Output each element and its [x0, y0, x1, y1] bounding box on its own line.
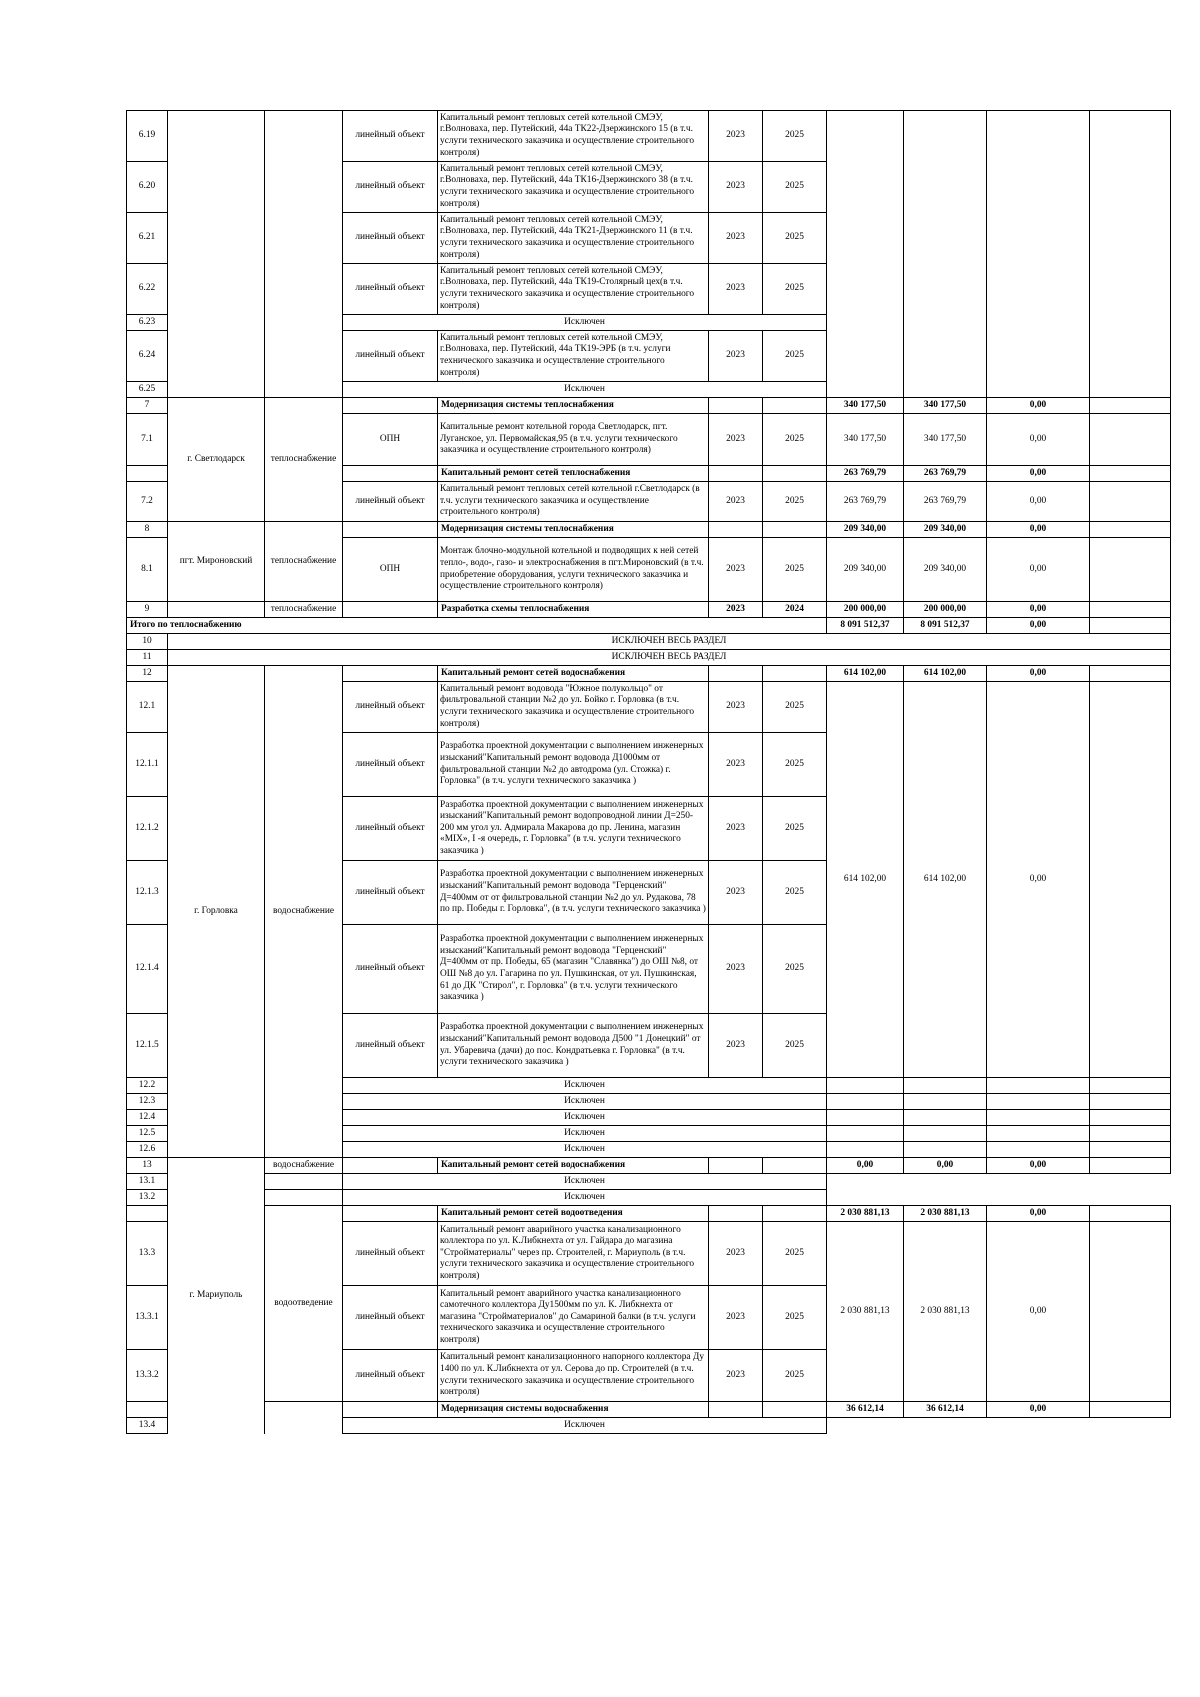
end-year	[763, 1402, 827, 1418]
table-row	[127, 1402, 1171, 1418]
city-cell: г. Светлодарск	[168, 398, 265, 522]
row-number: 6.21	[127, 213, 168, 264]
object-type	[343, 1402, 438, 1418]
value-4	[1090, 1402, 1171, 1418]
end-year: 2025	[763, 1014, 827, 1078]
value-4	[1090, 538, 1171, 602]
row-number: 8	[127, 522, 168, 538]
value-3: 0,00	[987, 602, 1090, 618]
end-year: 2025	[763, 538, 827, 602]
table-row	[127, 398, 1171, 414]
value-4	[1090, 111, 1171, 398]
object-type: линейный объект	[343, 797, 438, 861]
value-3: 0,00	[987, 482, 1090, 522]
section-title: Модернизация системы теплоснабжения	[438, 398, 709, 414]
row-number	[127, 1206, 168, 1222]
row-number: 6.23	[127, 315, 168, 331]
object-type: ОПН	[343, 538, 438, 602]
table-row	[127, 618, 1171, 634]
row-number: 12.3	[127, 1094, 168, 1110]
row-number: 13.4	[127, 1418, 168, 1434]
end-year: 2025	[763, 1222, 827, 1286]
value-2	[904, 111, 987, 398]
work-description: Капитальный ремонт тепловых сетей котельной СМЭУ, г.Волноваха, пер. Путейский, 44а ТК21-Дзержинского 11 (в т.ч. услуги технического заказчика и осуществление строительного контроля)	[438, 213, 709, 264]
value-4	[1090, 682, 1171, 1078]
end-year: 2025	[763, 1286, 827, 1350]
row-number: 7.1	[127, 414, 168, 466]
table-row	[127, 634, 1171, 650]
start-year	[709, 1402, 763, 1418]
object-type	[343, 1206, 438, 1222]
end-year: 2025	[763, 213, 827, 264]
start-year: 2023	[709, 213, 763, 264]
value-1: 2 030 881,13	[827, 1222, 904, 1402]
value-3: 0,00	[987, 538, 1090, 602]
value-4	[1090, 398, 1171, 414]
sector-cell: водоотведение	[265, 1206, 343, 1402]
row-number: 12.1.1	[127, 733, 168, 797]
value-4	[1090, 602, 1171, 618]
row-number: 12.1.3	[127, 861, 168, 925]
value-2: 263 769,79	[904, 482, 987, 522]
row-number	[127, 1402, 168, 1418]
start-year	[709, 522, 763, 538]
start-year: 2023	[709, 1222, 763, 1286]
object-type: линейный объект	[343, 213, 438, 264]
row-number: 6.25	[127, 382, 168, 398]
start-year: 2023	[709, 111, 763, 162]
value-2: 263 769,79	[904, 466, 987, 482]
value-1	[827, 111, 904, 398]
value-3: 0,00	[987, 1206, 1090, 1222]
value-3	[987, 111, 1090, 398]
start-year: 2023	[709, 162, 763, 213]
object-type	[343, 466, 438, 482]
object-type	[343, 602, 438, 618]
object-type: линейный объект	[343, 1222, 438, 1286]
work-description: Разработка проектной документации с выполнением инженерных изысканий"Капитальный ремонт водовода "Герценский" Д=400мм от пр. Победы, 65 (магазин "Славянка") до ОШ №8, от ОШ №8 до ул. Гагарина по ул. Пушкинская, от ул. Пушкинская, 61 до ДК "Стирол", г. Горловка" (в т.ч. услуги технического заказчика )	[438, 925, 709, 1014]
object-type: линейный объект	[343, 162, 438, 213]
row-number: 7.2	[127, 482, 168, 522]
row-number: 6.20	[127, 162, 168, 213]
work-description: Разработка проектной документации с выполнением инженерных изысканий"Капитальный ремонт водовода "Герценский" Д=400мм от от фильтровальной станции №2 до ул. Рудакова, 78 по пр. Победы г. Горловка", (в т.ч. услуги технического заказчика )	[438, 861, 709, 925]
excluded-note: Исключен	[343, 1110, 827, 1126]
value-4	[1090, 666, 1171, 682]
start-year	[709, 466, 763, 482]
value-4	[1090, 1206, 1171, 1222]
value-2: 36 612,14	[904, 1402, 987, 1418]
work-description: Разработка проектной документации с выполнением инженерных изысканий"Капитальный ремонт водопроводной линии Д=250-200 мм угол ул. Адмирала Макарова до пр. Ленина, магазин «МIХ», I -я очередь, г. Горловка" (в т.ч. услуги технического заказчика )	[438, 797, 709, 861]
value-4	[1090, 618, 1171, 634]
city-cell	[168, 602, 265, 618]
row-number: 12.5	[127, 1126, 168, 1142]
section-title: Модернизация системы теплоснабжения	[438, 522, 709, 538]
start-year: 2023	[709, 797, 763, 861]
table-row	[127, 1158, 1171, 1174]
end-year: 2025	[763, 861, 827, 925]
object-type	[343, 666, 438, 682]
object-type: линейный объект	[343, 111, 438, 162]
object-type	[343, 398, 438, 414]
value-4	[1090, 414, 1171, 466]
value-4	[1090, 522, 1171, 538]
value-2: 2 030 881,13	[904, 1206, 987, 1222]
object-type	[343, 1158, 438, 1174]
object-type: линейный объект	[343, 1350, 438, 1402]
work-description: Капитальные ремонт котельной города Светлодарск, пгт. Луганское, ул. Первомайская,95 (в т.ч. услуги технического заказчика и осуществление строительного контроля)	[438, 414, 709, 466]
total-label: Итого по теплоснабжению	[127, 618, 827, 634]
value-1: 200 000,00	[827, 602, 904, 618]
value-1: 36 612,14	[827, 1402, 904, 1418]
table-row	[127, 650, 1171, 666]
excluded-note: Исключен	[343, 1174, 827, 1190]
row-number: 13	[127, 1158, 168, 1174]
value-1: 340 177,50	[827, 398, 904, 414]
row-number: 13.1	[127, 1174, 168, 1190]
sector-cell: теплоснабжение	[265, 602, 343, 618]
excluded-note: Исключен	[343, 1094, 827, 1110]
sector-cell: теплоснабжение	[265, 398, 343, 522]
value-2: 340 177,50	[904, 398, 987, 414]
work-description: Капитальный ремонт тепловых сетей котельной СМЭУ, г.Волноваха, пер. Путейский, 44а ТК16-Дзержинского 38 (в т.ч. услуги технического заказчика и осуществление строительного контроля)	[438, 162, 709, 213]
row-number: 12.1	[127, 682, 168, 733]
value-4	[1090, 466, 1171, 482]
end-year: 2025	[763, 111, 827, 162]
start-year: 2023	[709, 1286, 763, 1350]
start-year: 2023	[709, 925, 763, 1014]
sector-cell: водоснабжение	[265, 666, 343, 1158]
object-type: линейный объект	[343, 482, 438, 522]
excluded-section-note: ИСКЛЮЧЕН ВЕСЬ РАЗДЕЛ	[168, 634, 1171, 650]
value-3: 0,00	[987, 522, 1090, 538]
work-description: Капитальный ремонт аварийного участка канализационного коллектора по ул. К.Либкнехта от ул. Гайдара до магазина "Стройматериалы" через пр. Строителей, г. Мариуполь (в т.ч. услуги технического заказчика и осуществление строительного контроля)	[438, 1222, 709, 1286]
start-year: 2023	[709, 538, 763, 602]
value-2: 614 102,00	[904, 666, 987, 682]
end-year: 2025	[763, 682, 827, 733]
value-3: 0,00	[987, 1402, 1090, 1418]
work-description: Капитальный ремонт тепловых сетей котельной СМЭУ, г.Волноваха, пер. Путейский, 44а ТК19-Столярный цех(в т.ч. услуги технического заказчика и осуществление строительного контроля)	[438, 264, 709, 315]
value-1: 209 340,00	[827, 522, 904, 538]
value-1: 263 769,79	[827, 482, 904, 522]
section-title: Капитальный ремонт сетей водоснабжения	[438, 666, 709, 682]
start-year	[709, 1158, 763, 1174]
row-number: 10	[127, 634, 168, 650]
row-number: 8.1	[127, 538, 168, 602]
row-number: 6.22	[127, 264, 168, 315]
row-number: 12.1.2	[127, 797, 168, 861]
row-number: 12.1.4	[127, 925, 168, 1014]
value-1: 614 102,00	[827, 666, 904, 682]
excluded-note: Исключен	[343, 315, 827, 331]
value-1: 209 340,00	[827, 538, 904, 602]
end-year: 2025	[763, 264, 827, 315]
work-description: Капитальный ремонт аварийного участка канализационного самотечного коллектора Ду1500мм по ул. К. Либкнехта от магазина "Стройматериалов" до Самариной балки (в т.ч. услуги технического заказчика и осуществление строительного контроля)	[438, 1286, 709, 1350]
city-cell: пгт. Мироновский	[168, 522, 265, 602]
end-year: 2025	[763, 925, 827, 1014]
section-title: Модернизация системы водоснабжения	[438, 1402, 709, 1418]
end-year: 2025	[763, 482, 827, 522]
row-number: 7	[127, 398, 168, 414]
value-2: 2 030 881,13	[904, 1222, 987, 1402]
start-year: 2023	[709, 414, 763, 466]
start-year	[709, 1206, 763, 1222]
value-1: 263 769,79	[827, 466, 904, 482]
object-type: ОПН	[343, 414, 438, 466]
end-year	[763, 522, 827, 538]
row-number: 6.19	[127, 111, 168, 162]
row-number: 12.6	[127, 1142, 168, 1158]
value-3: 0,00	[987, 414, 1090, 466]
start-year: 2023	[709, 1350, 763, 1402]
object-type: линейный объект	[343, 331, 438, 382]
row-number: 11	[127, 650, 168, 666]
object-type: линейный объект	[343, 925, 438, 1014]
section-title: Капитальный ремонт сетей теплоснабжения	[438, 466, 709, 482]
row-number: 12.4	[127, 1110, 168, 1126]
start-year: 2023	[709, 264, 763, 315]
end-year	[763, 398, 827, 414]
row-number: 6.24	[127, 331, 168, 382]
table-row	[127, 111, 1171, 162]
object-type: линейный объект	[343, 861, 438, 925]
work-description: Разработка проектной документации с выполнением инженерных изысканий"Капитальный ремонт водовода Д1000мм от фильтровальной станции №2 до автодрома (ул. Стожка) г. Горловка" (в т.ч. услуги технического заказчика )	[438, 733, 709, 797]
end-year: 2025	[763, 797, 827, 861]
table-row	[127, 602, 1171, 618]
end-year: 2025	[763, 331, 827, 382]
excluded-section-note: ИСКЛЮЧЕН ВЕСЬ РАЗДЕЛ	[168, 650, 1171, 666]
value-1: 2 030 881,13	[827, 1206, 904, 1222]
city-cell	[168, 111, 265, 398]
row-number	[127, 466, 168, 482]
value-2: 614 102,00	[904, 682, 987, 1078]
end-year	[763, 1206, 827, 1222]
end-year: 2025	[763, 162, 827, 213]
end-year: 2025	[763, 1350, 827, 1402]
work-description: Разработка проектной документации с выполнением инженерных изысканий"Капитальный ремонт водовода Д500 "1 Донецкий" от ул. Убаревича (дачи) до пос. Кондратьевка г. Горловка" (в т.ч. услуги технического заказчика )	[438, 1014, 709, 1078]
value-1: 8 091 512,37	[827, 618, 904, 634]
row-number: 12.2	[127, 1078, 168, 1094]
work-description: Капитальный ремонт тепловых сетей котельной г.Светлодарск (в т.ч. услуги технического заказчика и осуществление строительного контроля)	[438, 482, 709, 522]
start-year: 2023	[709, 602, 763, 618]
start-year: 2023	[709, 861, 763, 925]
work-description: Капитальный ремонт водовода "Южное полукольцо" от фильтровальной станции №2 до ул. Бойко г. Горловка (в т.ч. услуги технического заказчика и осуществление строительного контроля)	[438, 682, 709, 733]
start-year: 2023	[709, 331, 763, 382]
end-year: 2025	[763, 414, 827, 466]
city-cell: г. Мариуполь	[168, 1158, 265, 1434]
value-3: 0,00	[987, 1158, 1090, 1174]
excluded-note: Исключен	[343, 382, 827, 398]
end-year: 2024	[763, 602, 827, 618]
object-type: линейный объект	[343, 733, 438, 797]
work-description: Капитальный ремонт тепловых сетей котельной СМЭУ, г.Волноваха, пер. Путейский, 44а ТК19-ЭРБ (в т.ч. услуги технического заказчика и осуществление строительного контроля)	[438, 331, 709, 382]
row-number: 13.3.2	[127, 1350, 168, 1402]
section-title: Капитальный ремонт сетей водоотведения	[438, 1206, 709, 1222]
value-3: 0,00	[987, 1222, 1090, 1402]
investment-program-table	[126, 110, 1171, 1434]
value-2: 209 340,00	[904, 538, 987, 602]
value-2: 200 000,00	[904, 602, 987, 618]
section-title: Капитальный ремонт сетей водоснабжения	[438, 1158, 709, 1174]
table-row	[127, 666, 1171, 682]
object-type: линейный объект	[343, 264, 438, 315]
value-1: 614 102,00	[827, 682, 904, 1078]
table-row	[127, 1174, 1171, 1190]
object-type: линейный объект	[343, 682, 438, 733]
object-type: линейный объект	[343, 1014, 438, 1078]
value-2: 0,00	[904, 1158, 987, 1174]
value-3: 0,00	[987, 666, 1090, 682]
value-2: 340 177,50	[904, 414, 987, 466]
start-year: 2023	[709, 1014, 763, 1078]
start-year: 2023	[709, 682, 763, 733]
sector-cell: водоснабжение	[265, 1158, 343, 1174]
excluded-note: Исключен	[343, 1142, 827, 1158]
object-type	[343, 522, 438, 538]
excluded-note: Исключен	[343, 1126, 827, 1142]
table-row	[127, 522, 1171, 538]
value-1: 0,00	[827, 1158, 904, 1174]
value-3: 0,00	[987, 682, 1090, 1078]
value-4	[1090, 1158, 1171, 1174]
value-3: 0,00	[987, 398, 1090, 414]
excluded-note: Исключен	[343, 1078, 827, 1094]
start-year: 2023	[709, 733, 763, 797]
end-year: 2025	[763, 733, 827, 797]
sector-cell: теплоснабжение	[265, 522, 343, 602]
table-row	[127, 1190, 1171, 1206]
sector-cell	[265, 1402, 343, 1434]
work-description: Монтаж блочно-модульной котельной и подводящих к ней сетей тепло-, водо-, газо- и электроснабжения в пгт.Мироновский (в т.ч. приобретение оборудования, услуги технического заказчика и осуществление строительного контроля)	[438, 538, 709, 602]
row-number: 9	[127, 602, 168, 618]
start-year	[709, 398, 763, 414]
section-title: Разработка схемы теплоснабжения	[438, 602, 709, 618]
object-type: линейный объект	[343, 1286, 438, 1350]
work-description: Капитальный ремонт канализационного напорного коллектора Ду 1400 по ул. К.Либкнехта от ул. Серова до пр. Строителей (в т.ч. услуги технического заказчика и осуществление строительного контроля)	[438, 1350, 709, 1402]
end-year	[763, 666, 827, 682]
start-year: 2023	[709, 482, 763, 522]
table-row	[127, 1206, 1171, 1222]
excluded-note: Исключен	[343, 1190, 827, 1206]
row-number: 12	[127, 666, 168, 682]
work-description: Капитальный ремонт тепловых сетей котельной СМЭУ, г.Волноваха, пер. Путейский, 44а ТК22-Дзержинского 15 (в т.ч. услуги технического заказчика и осуществление строительного контроля)	[438, 111, 709, 162]
row-number: 13.3.1	[127, 1286, 168, 1350]
row-number: 13.3	[127, 1222, 168, 1286]
value-4	[1090, 482, 1171, 522]
row-number: 13.2	[127, 1190, 168, 1206]
city-cell: г. Горловка	[168, 666, 265, 1158]
end-year	[763, 1158, 827, 1174]
value-4	[1090, 1222, 1171, 1402]
sector-cell	[265, 111, 343, 398]
value-3: 0,00	[987, 466, 1090, 482]
value-2: 209 340,00	[904, 522, 987, 538]
end-year	[763, 466, 827, 482]
start-year	[709, 666, 763, 682]
value-3: 0,00	[987, 618, 1090, 634]
value-2: 8 091 512,37	[904, 618, 987, 634]
row-number: 12.1.5	[127, 1014, 168, 1078]
value-1: 340 177,50	[827, 414, 904, 466]
excluded-note: Исключен	[343, 1418, 827, 1434]
